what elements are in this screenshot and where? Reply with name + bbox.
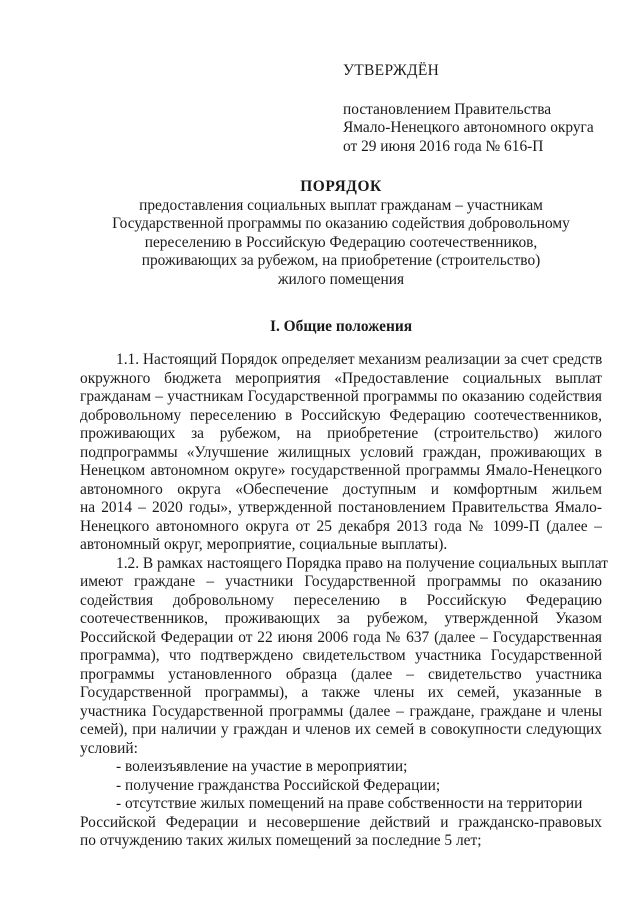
document-subtitle-line: предоставления социальных выплат гражданам – участникам [139, 196, 543, 214]
paragraph-line: Российской Федерации от 22 июня 2006 года № 637 (далее – Государственная [80, 628, 602, 646]
list-item: - волеизъявление на участие в мероприятии; [116, 758, 408, 776]
paragraph-line: добровольному переселению в Российскую Федерацию соотечественников, [80, 406, 602, 424]
document-title-block [80, 178, 602, 290]
paragraph-line: 1.1. Настоящий Порядок определяет механизм реализации за счет средств [116, 351, 603, 368]
list-item: - получение гражданства Российской Федерации; [116, 776, 441, 794]
paragraph-line: Государственной программы), а также члены их семей, указанные в [80, 684, 602, 702]
paragraph-line: по отчуждению таких жилых помещений за последние 5 лет; [80, 832, 482, 850]
document-subtitle-line: жилого помещения [277, 270, 405, 288]
paragraph-line: участника Государственной программы (далее – граждане, граждане и члены [80, 702, 602, 720]
approval-line: от 29 июня 2016 года № 616-П [343, 137, 544, 155]
paragraph-line: 1.2. В рамках настоящего Порядка право на получение социальных выплат [116, 554, 609, 572]
approval-heading: УТВЕРЖДЁН [343, 62, 440, 79]
document-subtitle-line: переселению в Российскую Федерацию соотечественников, [144, 233, 538, 251]
paragraph-line: программа), что подтверждено свидетельством участника Государственной [80, 647, 602, 665]
document-title: ПОРЯДОК [300, 178, 382, 195]
section-heading: I. Общие положения [269, 318, 413, 335]
paragraph-line: семей), при наличии у граждан и членов их семей в совокупности следующих [80, 721, 602, 739]
approval-line: Ямало-Ненецкого автономного округа [343, 119, 594, 136]
document-subtitle-line: Государственной программы по оказанию содействия добровольному [112, 215, 570, 233]
paragraph-line: соотечественников, проживающих за рубежом, утвержденной Указом [80, 610, 602, 628]
paragraph-line: условий: [80, 739, 138, 757]
paragraph-line: Ненецком автономном округе» государственной программы Ямало-Ненецкого [80, 462, 602, 480]
paragraph-line: Российской Федерации и несовершение действий и гражданско-правовых [80, 813, 602, 831]
paragraph-line: подпрограммы «Улучшение жилищных условий граждан, проживающих в [80, 443, 602, 461]
document-subtitle-line: проживающих за рубежом, на приобретение (строительство) [141, 252, 541, 270]
paragraph-line: гражданам – участникам Государственной программы по оказанию содействия [80, 388, 602, 406]
paragraph-line: проживающих за рубежом, на приобретение (строительство) жилого [80, 425, 602, 443]
paragraph-line: автономный округ, мероприятие, социальные выплаты). [80, 536, 448, 554]
approval-block [343, 62, 594, 156]
paragraph-line: окружного бюджета мероприятия «Предоставление социальных выплат [80, 369, 602, 387]
paragraph-line: автономного округа «Обеспечение доступным и комфортным жильем [80, 480, 602, 498]
paragraph-line: на 2014 – 2020 годы», утвержденной постановлением Правительства Ямало- [80, 499, 602, 517]
list-item: - отсутствие жилых помещений на праве собственности на территории [116, 795, 583, 813]
paragraph-line: содействия добровольному переселению в Российскую Федерацию [80, 591, 602, 609]
paragraph-line: программы установленного образца (далее – свидетельство участника [80, 665, 602, 683]
paragraph-line: имеют граждане – участники Государственной программы по оказанию [80, 573, 602, 591]
body-text [80, 351, 609, 851]
approval-line: постановлением Правительства [343, 100, 552, 118]
paragraph-line: Ненецкого автономного округа от 25 декабря 2013 года № 1099-П (далее – [80, 517, 602, 535]
